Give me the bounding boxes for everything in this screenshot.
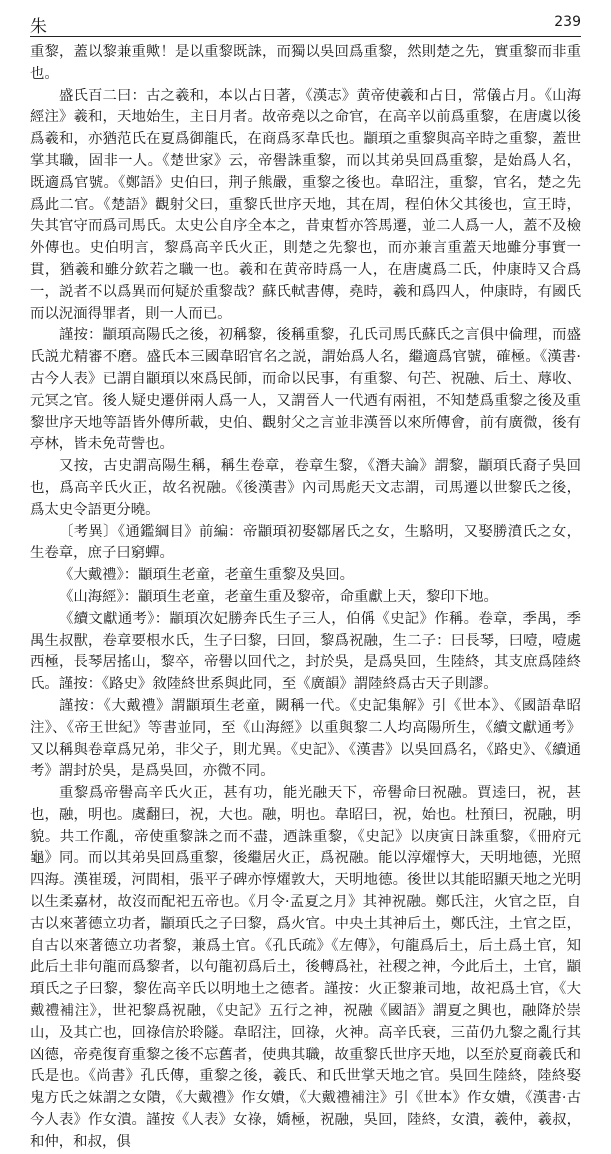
paragraph: 謹按：顓頊高陽氏之後，初稱黎，後稱重黎，孔氏司馬氏蘇氏之言俱中倫理，而盛氏説尤精審不磨。盛氏本三國韋昭官名之説，謂始爲人名，繼適爲官號，確極。《漢書·古今人表》已謂自顓頊以來爲民師，而命以民事，有重黎、句芒、祝融、后土、蓐收、元冥之官。後人疑史遷併兩人爲一人，又謂晉人一代迺有兩祖，不知楚爲重黎之後及重黎世序天地等語皆外傳所載，史伯、觀射父之言並非漢晉以來所傳會，前有廣微，後有亭林，皆未免苛訾也。 <box>30 327 581 453</box>
page-number: 239 <box>554 14 581 30</box>
paragraph: 《山海經》：顓頊生老童，老童生重及黎帝，命重獻上天，黎印下地。 <box>59 588 498 605</box>
paragraph: 〔考異〕《通鑑綱目》前編：帝顓頊初娶鄒屠氏之女，生駱明，又娶勝濆氏之女，生卷章，庶子曰窮蟬。 <box>30 523 581 562</box>
paragraph: 又按，古史謂高陽生稱，稱生卷章，卷章生黎，《潛夫論》謂黎，顓頊氏裔子吳回也，爲高辛氏火正，故名祝融。《後漢書》內司馬彪天文志謂，司馬遷以世黎氏之後，爲太史令語更分曉。 <box>30 458 581 518</box>
paragraph: 重黎爲帝嚳高辛氏火正，甚有功，能光融天下，帝嚳命曰祝融。賈逵曰，祝，甚也，融，明也。虞翻曰，祝，大也。融，明也。韋昭曰，祝，始也。杜預曰，祝融，明貌。共工作亂，帝使重黎誅之而不盡，迺誅重黎，《史記》以庚寅日誅重黎，《冊府元龜》同。而以其弟吳回爲重黎，後繼居火正，爲祝融。能以淳燿惇大，天明地德，光照四海。漢崔瑗，河間相，張平子碑亦惇燿敦大，天明地德。後世以其能昭顯天地之光明以生柔嘉材，故沒而配祀五帝也。《月令·孟夏之月》其神祝融。鄭氏注，火官之臣，自古以來著德立功者，顓頊氏之子曰黎，爲火官。中央土其神后土，鄭氏注，土官之臣，自古以來著德立功者黎，兼爲土官。《孔氏疏》《左傳》，句龍爲后土，后土爲土官，知此后土非句龍而爲黎者，以句龍初爲后土，後轉爲社，社稷之神，今此后土，土官，顓頊氏之子曰黎，黎佐高辛氏以明地土之德者。謹按：火正黎兼司地，故祀爲土官，《大戴禮補注》，世祀黎爲祝融，《史記》五行之神，祝融《國語》謂夏之興也，融降於崇山，及其亡也，回祿信於聆隧。韋昭注，回祿，火神。高辛氏衰，三苗仍九黎之亂行其凶德，帝堯復育重黎之後不忘舊者，使典其職，故重黎氏世序天地，以至於夏商羲氏和氏是也。《尚書》孔氏傳，重黎之後，羲氏、和氏世掌天地之官。吳回生陸終，陸終娶鬼方氏之妹謂之女隤，《大戴禮》作女嬇，《大戴禮補注》引《世本》作女嬇，《漢書·古今人表》作女潰。謹按《人表》女祿，嬌極，祝融，吳回，陸終，女潰，羲仲，羲叔，和仲，和叔，俱 <box>30 785 581 1150</box>
header-rule <box>30 36 581 37</box>
running-title: 朱 <box>30 17 47 37</box>
paragraph: 《大戴禮》：顓頊生老童，老童生重黎及吳回。 <box>59 567 355 584</box>
paragraph: 《續文獻通考》：顓頊次妃勝奔氏生子三人，伯偁《史記》作稱。卷章，季禺，季禺生叔獸，卷章要根水氏，生子曰黎，曰回，黎爲祝融，生二子：曰長琴，曰噎，噎處西極，長琴居搖山，黎卒，帝嚳以回代之，封於吳，是爲吳回，生陸終，其支庶爲陸終氏。謹按：《路史》敘陸終世系與此同，至《廣韻》謂陸終爲古天子則謬。 <box>30 610 581 693</box>
paragraph: 盛氏百二曰：古之羲和，本以占日著，《漢志》黄帝使羲和占日，常儀占月。《山海經注》羲和，天地始生，主日月者。故帝堯以之命官，在高辛以前爲重黎，在唐虞以後爲羲和，亦猶范氏在夏爲御龍氏，在商爲豕韋氏也。顓頊之重黎與高辛時之重黎，蓋世掌其職，固非一人。《楚世家》云，帝嚳誅重黎，而以其弟吳回爲重黎，是始爲人名，既適爲官號。《鄭語》史伯曰，荆子熊嚴，重黎之後也。韋昭注，重黎，官名，楚之先爲此二官。《楚語》觀射父曰，重黎氏世序天地，其在周，程伯休父其後也，宣王時，失其官守而爲司馬氏。太史公自序全本之，昔東晳亦答馬遷，並二人爲一人，蓋不及檢外傳也。史伯明言，黎爲高辛氏火正，則楚之先黎也，而亦兼言重蓋天地雖分事實一貫，猶羲和雖分欽若之職一也。羲和在黄帝時爲一人，在唐虞爲二氏，仲康時又合爲一，説者不以爲異而何疑於重黎哉？蘇氏軾書傳，堯時，羲和爲四人，仲康時，有國氏而以況湎得罪者，則一人而已。 <box>30 87 581 322</box>
page-header <box>30 10 581 36</box>
text-body <box>30 42 581 1150</box>
paragraph: 謹按：《大戴禮》謂顓頊生老童，闕稱一代。《史記集解》引《世本》、《國語韋昭注》、《帝王世紀》等書並同，至《山海經》以重與黎二人均高陽所生，《續文獻通考》又以稱與卷章爲兄弟，非父子，則尤異。《史記》、《漢書》以吳回爲名，《路史》、《續通考》謂封於吳，是爲吳回，亦微不同。 <box>30 697 581 780</box>
paragraph: 重黎，蓋以黎兼重歟！是以重黎既誅，而獨以吳回爲重黎，然則楚之先，實重黎而非重也。 <box>30 44 581 82</box>
